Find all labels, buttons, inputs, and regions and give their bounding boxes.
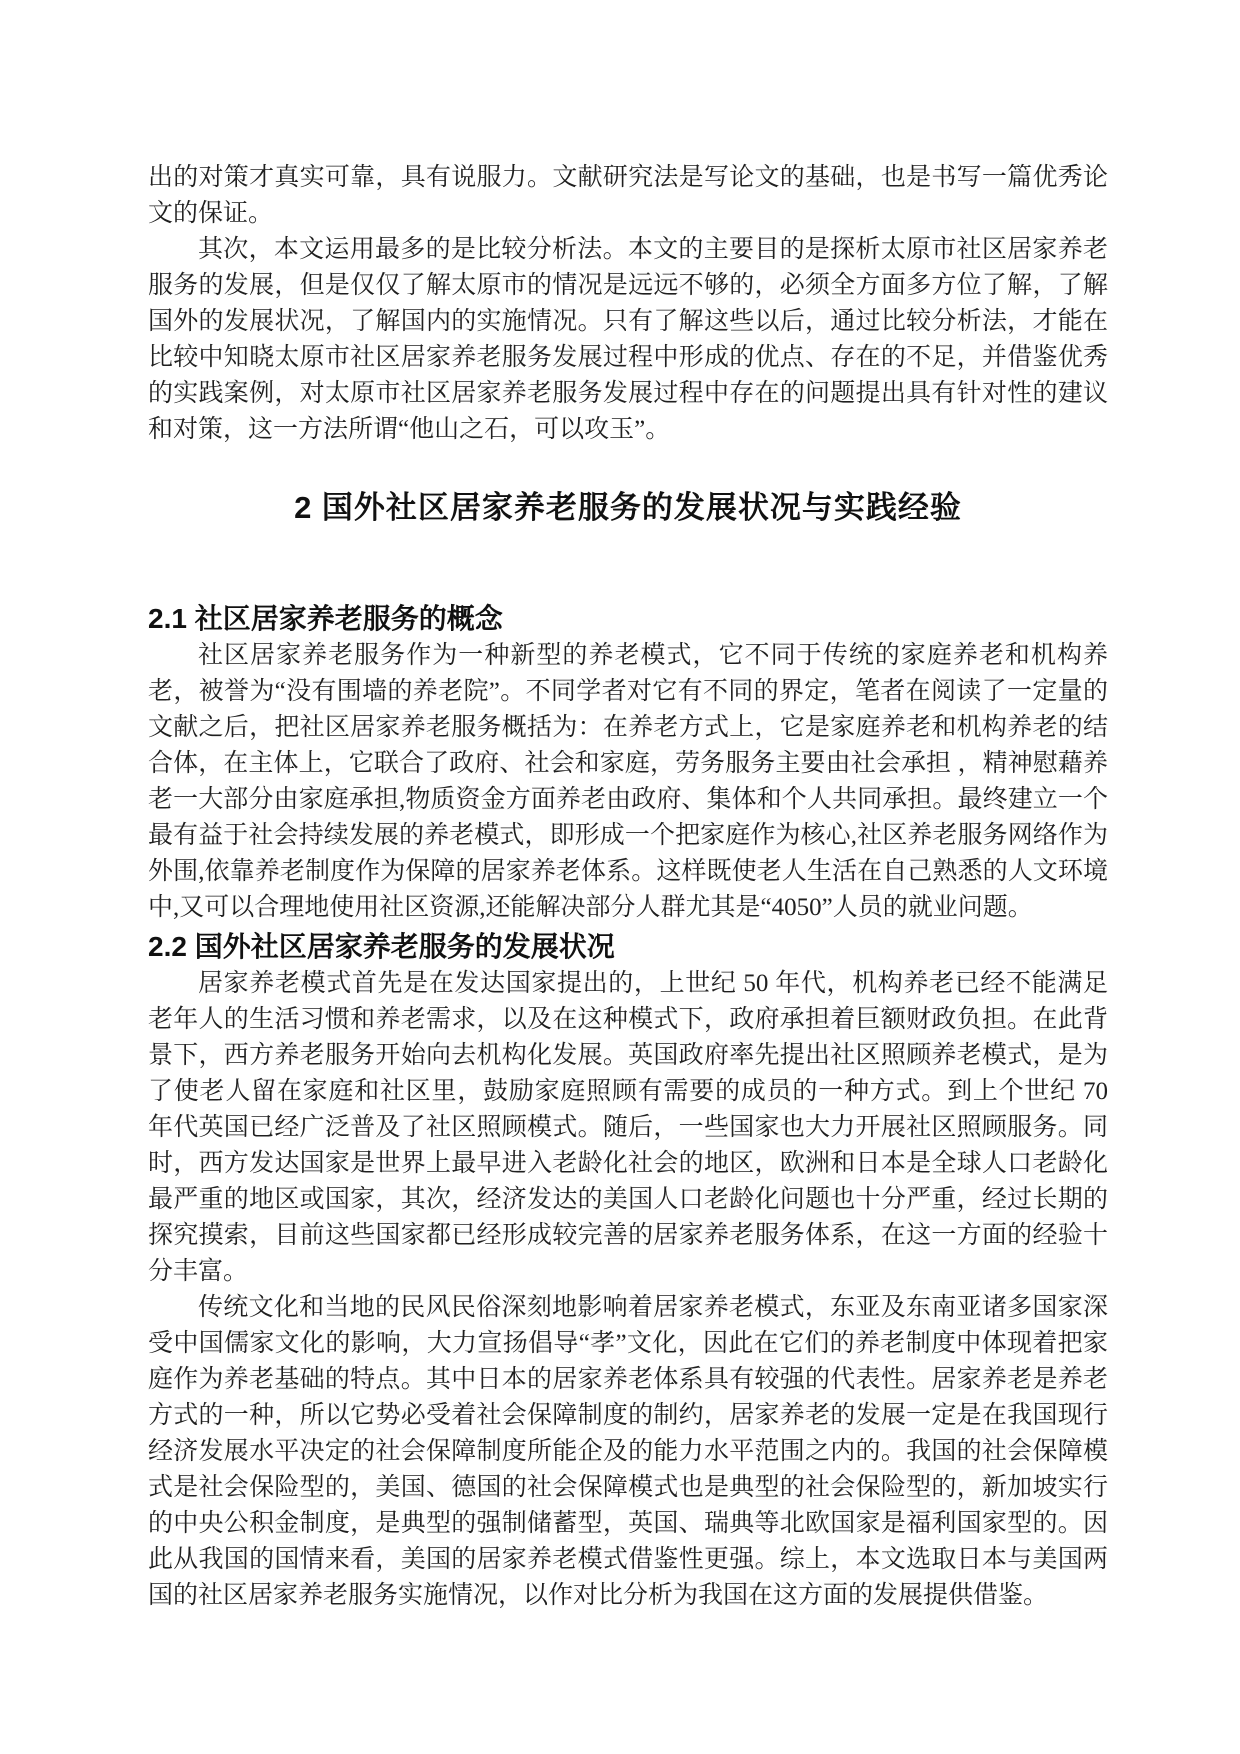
paragraph-continuation: 出的对策才真实可靠，具有说服力。文献研究法是写论文的基础，也是书写一篇优秀论文的保证。: [148, 164, 1108, 227]
page-content: [148, 160, 1108, 1614]
paragraph-section-2-1-concept: 社区居家养老服务作为一种新型的养老模式，它不同于传统的家庭养老和机构养老，被誉为“没有围墙的养老院”。不同学者对它有不同的界定，笔者在阅读了一定量的文献之后，把社区居家养老服务概括为：在养老方式上，它是家庭养老和机构养老的结合体，在主体上，它联合了政府、社会和家庭，劳务服务主要由社会承担 ，精神慰藉养老一大部分由家庭承担,物质资金方面养老由政府、集体和个人共同承担。最终建立一个最有益于社会持续发展的养老模式，即形成一个把家庭作为核心,社区养老服务网络作为外围,依靠养老制度作为保障的居家养老体系。这样既使老人生活在自己熟悉的人文环境中,又可以合理地使用社区资源,还能解决部分人群尤其是“4050”人员的就业问题。: [148, 642, 1108, 921]
paragraph-section-2-2-culture: 传统文化和当地的民风民俗深刻地影响着居家养老模式，东亚及东南亚诸多国家深受中国儒家文化的影响，大力宣扬倡导“孝”文化，因此在它们的养老制度中体现着把家庭作为养老基础的特点。其中日本的居家养老体系具有较强的代表性。居家养老是养老方式的一种，所以它势必受着社会保障制度的制约，居家养老的发展一定是在我国现行经济发展水平决定的社会保障制度所能企及的能力水平范围之内的。我国的社会保障模式是社会保险型的，美国、德国的社会保障模式也是典型的社会保险型的，新加坡实行的中央公积金制度，是典型的强制储蓄型，英国、瑞典等北欧国家是福利国家型的。因此从我国的国情来看，美国的居家养老模式借鉴性更强。综上，本文选取日本与美国两国的社区居家养老服务实施情况，以作对比分析为我国在这方面的发展提供借鉴。: [148, 1294, 1108, 1609]
chapter-2-heading: 2 国外社区居家养老服务的发展状况与实践经验: [294, 490, 962, 525]
section-2-1-heading: 2.1 社区居家养老服务的概念: [148, 603, 503, 634]
paragraph-section-2-2-development: 居家养老模式首先是在发达国家提出的，上世纪 50 年代，机构养老已经不能满足老年人的生活习惯和养老需求，以及在这种模式下，政府承担着巨额财政负担。在此背景下，西方养老服务开始向去机构化发展。英国政府率先提出社区照顾养老模式，是为了使老人留在家庭和社区里，鼓励家庭照顾有需要的成员的一种方式。到上个世纪 70 年代英国已经广泛普及了社区照顾模式。随后，一些国家也大力开展社区照顾服务。同时，西方发达国家是世界上最早进入老龄化社会的地区，欧洲和日本是全球人口老龄化最严重的地区或国家，其次，经济发达的美国人口老龄化问题也十分严重，经过长期的探究摸索，目前这些国家都已经形成较完善的居家养老服务体系，在这一方面的经验十分丰富。: [148, 970, 1108, 1285]
section-2-2-heading: 2.2 国外社区居家养老服务的发展状况: [148, 931, 615, 962]
paragraph-comparative-method: 其次，本文运用最多的是比较分析法。本文的主要目的是探析太原市社区居家养老服务的发展，但是仅仅了解太原市的情况是远远不够的，必须全方面多方位了解，了解国外的发展状况，了解国内的实施情况。只有了解这些以后，通过比较分析法，才能在比较中知晓太原市社区居家养老服务发展过程中形成的优点、存在的不足，并借鉴优秀的实践案例，对太原市社区居家养老服务发展过程中存在的问题提出具有针对性的建议和对策，这一方法所谓“他山之石，可以攻玉”。: [148, 236, 1108, 443]
